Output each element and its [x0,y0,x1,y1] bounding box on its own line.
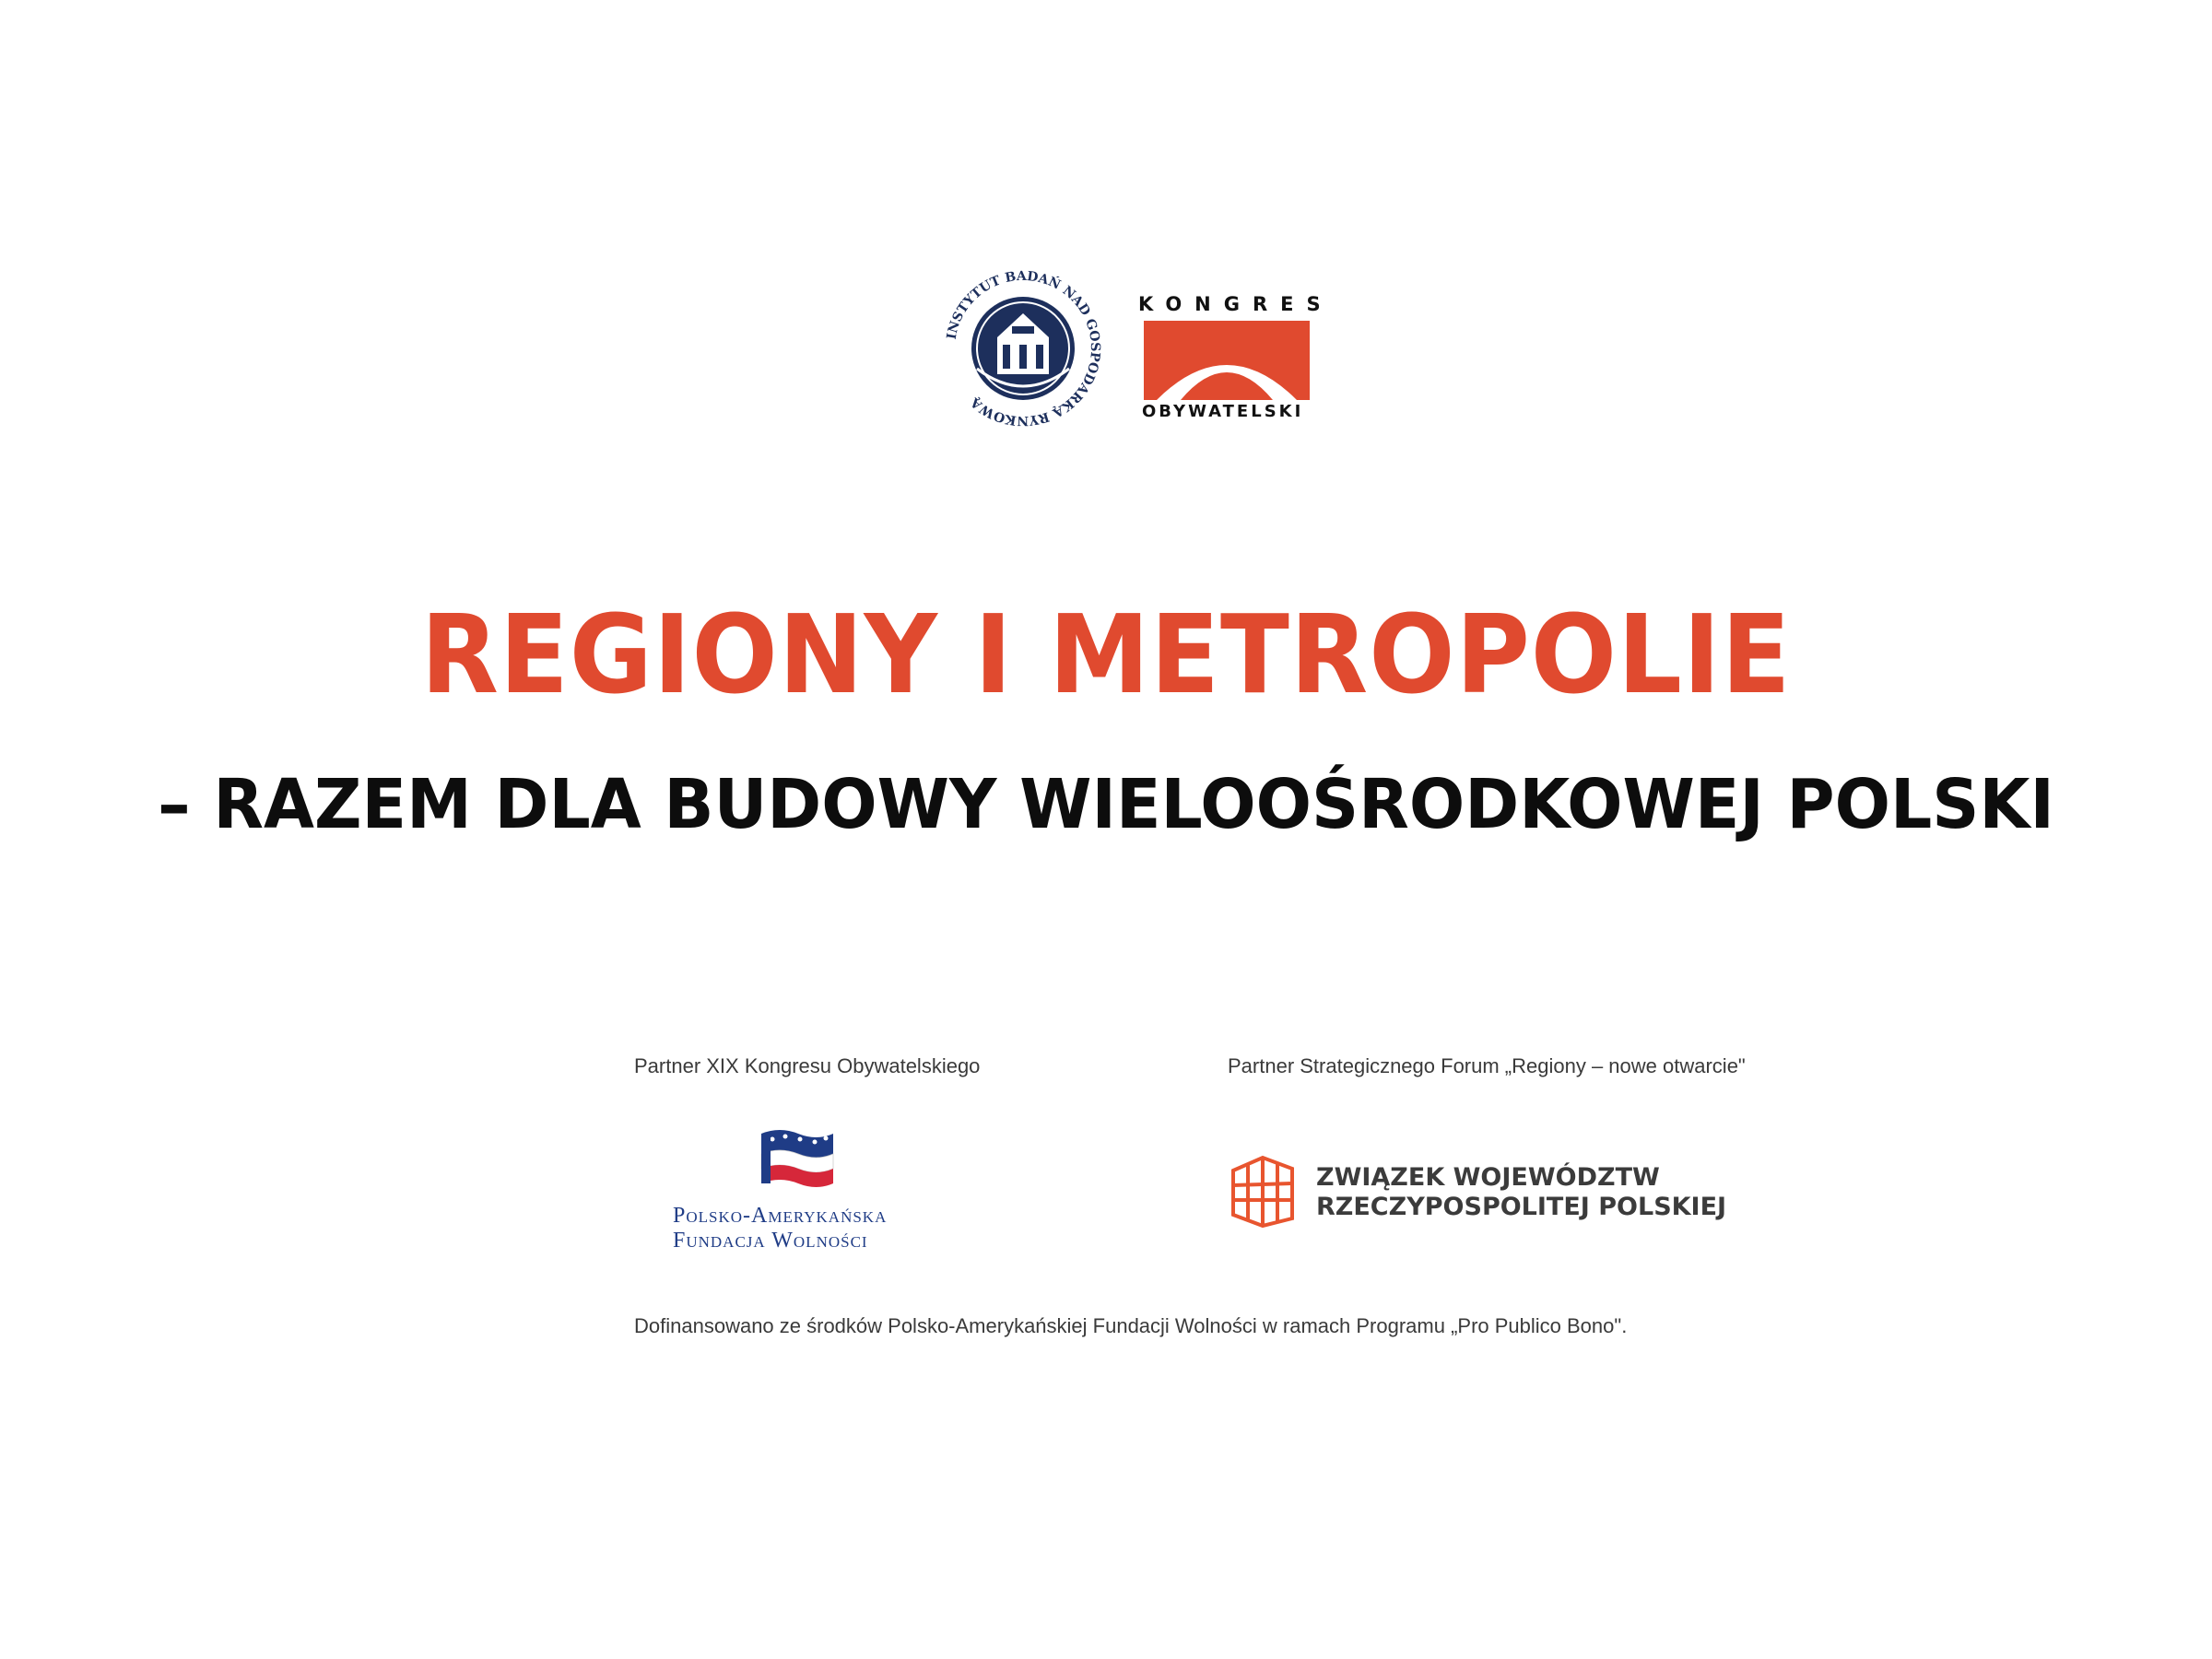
pafw-name-line2: Fundacja Wolności [673,1229,868,1253]
pafw-name [673,1204,931,1253]
kongres-arch-icon [1144,321,1310,400]
zwrp-logo [1226,1152,1779,1235]
kongres-sub: OBYWATELSKI [1142,402,1304,421]
partner-left-label: Partner XIX Kongresu Obywatelskiego [634,1054,981,1077]
ibngr-seal-logo [940,265,1106,431]
zwrp-name-line2: RZECZYPOSPOLITEJ POLSKIEJ [1316,1193,1727,1221]
kongres-obywatelski-logo [1138,293,1332,427]
pafw-logo [673,1126,931,1265]
pafw-name-line1: Polsko-Amerykańska [673,1204,888,1228]
page-title: REGIONY I METROPOLIE [420,591,1792,718]
zwrp-grid-icon [1226,1152,1300,1230]
header-logos [940,265,1334,450]
page-subtitle: – RAZEM DLA BUDOWY WIELOOŚRODKOWEJ POLSKI [158,765,2054,844]
funding-note: Dofinansowano ze środków Polsko-Amerykańskiej Fundacji Wolności w ramach Programu „Pro Publico Bono". [634,1314,1628,1337]
zwrp-name [1316,1163,1726,1222]
seal-ring-text: INSTYTUT BADAŃ NAD GOSPODARKĄ RYNKOWĄ [944,268,1103,429]
partner-right-label: Partner Strategicznego Forum „Regiony – nowe otwarcie" [1228,1054,1746,1077]
kongres-word: KONGRES [1138,293,1334,315]
zwrp-name-line1: ZWIĄZEK WOJEWÓDZTW [1316,1163,1660,1192]
pafw-flag-icon [758,1126,837,1193]
